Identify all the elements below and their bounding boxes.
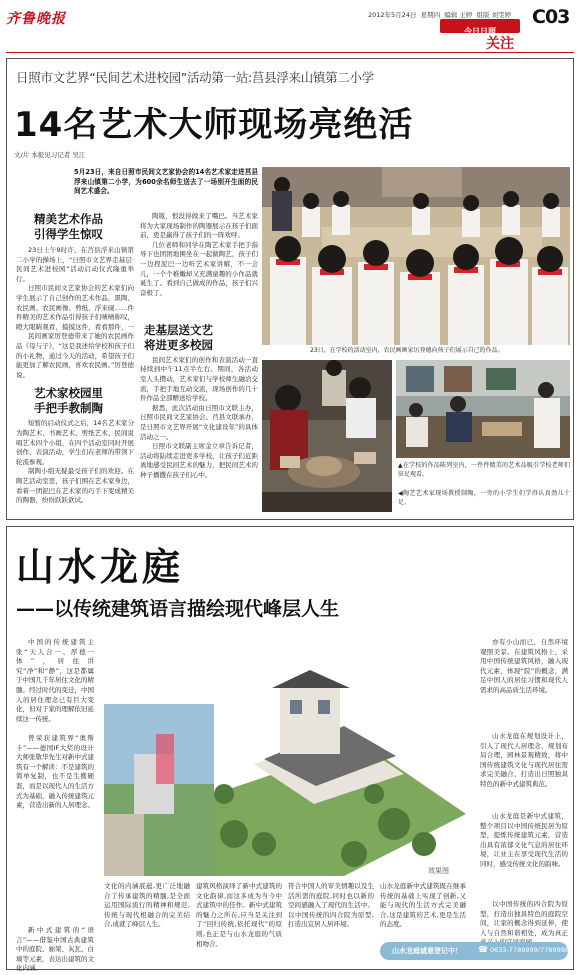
masthead-info	[368, 10, 511, 19]
photo-exhibition	[396, 360, 570, 458]
paragraph: 23日上午9时许，在莒县浮来山镇第二小学的操场上，“日照市文艺界走基层·民间艺术进校园”活动启动仪式隆重举行。	[16, 246, 134, 283]
ad-strip	[380, 942, 568, 960]
paragraph: 曾荣获建筑界“奥斯卡”——德国IF大奖的设计大师张敬华先生对新中式建筑有一个解读：不是建筑的简单复制，也不是生搬硬套，而是以现代人的生活方式为基础，融入传统建筑元素，营造出新的人居理念。	[16, 734, 94, 810]
caption-classroom: 23日，在学校的活动室内，农民画画家厉登德向孩子们展示自己的作品。	[310, 347, 504, 354]
paragraph: 陶瓶，恨没得做来了嘴巴。当艺术家将为大家现场制作的陶器展示在孩子们面前，更是赢得了孩子们的一阵欢呼。	[140, 212, 258, 240]
article1-kicker: 日照市文艺界“民间艺术进校园”活动第一站:莒县浮来山镇第二小学	[16, 70, 374, 85]
page-number: C03	[532, 6, 570, 28]
paragraph: 山水龙庭是新中式建筑，整个项目以中国传统民居为原型，提炼传统建筑元素，营造出具有浓郁文化气息的居住环境，让业主在享受现代生活的同时，感受传统文化的韵味。	[480, 812, 568, 868]
paragraph: 民间艺术家们的创作和表演活动一直持续到中午11点半左右。期间，各活动室人头攒动，艺术家们与学校师生融洽交流，手把手地互动交流，现场创作的几十件作品全部赠送给学校。	[140, 355, 258, 403]
article2-right-column	[480, 638, 568, 954]
article2-left-column	[16, 638, 94, 975]
caption-exhibition: ▲在学校的作品陈列室内，一件件精美的艺术品吸引学校老师们驻足观看。	[398, 462, 570, 478]
issue-date: 2012年5月24日	[368, 11, 417, 19]
paragraph: 中国的传统建筑主张“天人合一、厚德一体”，居住讲究“净”和“静”，这是都属于中国几千年居住文化的精髓。经过时代的变迁，中国人的居住理念已有巨大变化，但对于家的理解依旧延续这一传统。	[16, 638, 94, 723]
article1-lead: 5月23日，来自日照市民间文艺家协会的14名艺术家走进莒县浮来山镇第二小学，为600余名师生送去了一场别开生面的民间艺术盛会。	[74, 168, 258, 196]
paragraph: 短暂的启动仪式之后，14名艺术家分为陶艺术、书画艺术、剪纸艺术、民间说唱艺术四个小组，在四个活动室同时开展创作、表演活动，学生们在老师的带领下轮流参观。	[16, 419, 134, 466]
paragraph: 新中式建筑的“语言”——借鉴中国古典建筑中的庭院、廊架、灰瓦、白墙等元素，表达出建筑的文化内涵。	[16, 926, 94, 973]
paragraph: 据悉，此次活动由日照市文联主办，日照市民间文艺家协会、莒县文联承办，是日照市文艺界开展“文化建设年”的具体活动之一。	[140, 403, 258, 441]
masthead-rule	[6, 52, 574, 53]
ad-phone: 0633-7789999/7789998	[490, 946, 569, 954]
subhead-artworks: 精美艺术作品 引得学生惊叹	[34, 212, 103, 241]
section-tab	[440, 19, 520, 36]
bottom-col-2: 建筑风格演绎了新中式建筑的文化韵律,而这多成为当今中式建筑中的佳作。新中式建筑的魅力之所在,应当是关注到了“回归传统,依托现代”的原则,也正是与山水龙庭的气质相吻合。	[196, 882, 282, 948]
phone-icon: ☎	[478, 945, 488, 954]
paragraph: 几位老师和同学在陶艺术家手把手指导下也团团地围坐在一起做陶艺，孩子们一边捏泥巴一边听艺术家讲解，不一会儿，一个个稚嫩却又充满童趣的小作品就诞生了。看到自己做成的作品，孩子们兴奋极了。	[140, 240, 258, 297]
subhead-more-schools: 走基层送文艺 将进更多校园	[144, 322, 213, 352]
section-name: 今日日照	[464, 27, 496, 36]
paragraph: 日照市民间文艺家协会的艺术家们向学生展示了自己创作的艺术作品，黑陶、农民画、农民画像、剪纸、浮来砚……件件精美的艺术作品引得孩子们啧啧称叹，瞪大眼睛观看，摸摸这件，看看那件，一	[16, 284, 134, 331]
subhead-pottery: 艺术家校园里 手把手教制陶	[34, 386, 103, 416]
paragraph: 以中国传统的四合院为原型，打造出独具特色的庭院空间，让家的概念得到延伸，使人与自然和谐相处，成为真正	[480, 900, 568, 937]
article1-headline: 14名艺术大师现场亮绝活	[14, 105, 414, 145]
article2-headline: 山水龙庭	[16, 545, 185, 589]
bottom-col-3: 符合中国人的审美情趣以及生活所需的庭院,同时也以新的空间感融入了现代的生活中。以中国传统的四合院为原型,打造出宜居人居环境。	[288, 882, 374, 929]
section-subname: 关注	[486, 36, 514, 52]
col2	[140, 208, 258, 490]
paragraph: 制陶小组无疑最受孩子们的欢迎。在陶艺活动室里，孩子们围在艺术家身边，看着一团泥巴在艺术家的巧手下变成精美的陶器，纷纷跃跃欲试。	[16, 467, 134, 505]
article2-subheadline: ——以传统建筑语言描绘现代峰层人生	[16, 598, 340, 620]
paper-logo: 齐鲁晚报	[6, 11, 66, 27]
classroom-image	[262, 167, 570, 345]
col1	[16, 208, 134, 517]
editor-credit: 编辑 王婷	[444, 11, 473, 19]
ad-text: 山水龙庭诚意登记中！	[392, 947, 462, 955]
photo-classroom	[262, 167, 570, 345]
bottom-col-4: 山水龙庭新中式建筑既在继承传统的基础上实现了创新,又能与现代的生活方式完美融合,这是建筑的艺术,更是生活的态度。	[380, 882, 466, 929]
paragraph: 山水龙庭在规划设计上，引入了现代人居理念，规划布局合理，园林景观精致，将中国传统建筑文化与现代居住需求完美融合，打造出日照独具特色的新中式建筑典范。	[480, 732, 568, 788]
render-image	[104, 644, 466, 876]
article1-byline: 文/片 本报见习记者 吴江	[14, 151, 86, 159]
masthead	[0, 0, 580, 58]
photo-render	[104, 644, 466, 876]
photo-pottery	[262, 360, 392, 512]
paragraph: 亦有小山而已，自然环境观照美景。在建筑风格上，采用中国传统建筑风格，融入现代元素，体现“院”的概念，满足中国人的居住习惯和现代人需求的高品质生活环境。	[480, 638, 568, 694]
bottom-col-1: 文化的内涵底蕴,更广泛地融合了传承建筑的精髓,是全面运用国际流行的精神和规范,传统与现代相融合的完美结合,成就了峰层人生。	[104, 882, 190, 929]
exhibition-image	[396, 360, 570, 458]
paragraph: 日照市文联副主席金立章告诉记者，活动将陆续走进更多学校，让孩子们近距离地感受民间艺术的魅力，把民间艺术的种子播撒在孩子们心中。	[140, 442, 258, 479]
render-label: 效果图	[428, 867, 449, 875]
caption-pottery: ◀陶艺艺术家现场教授制陶，一旁的小学生们学得认真劲儿十足。	[398, 490, 570, 506]
paragraph: 民间画家厉登德带来了她的农民画作品《母与子》，“这是我述给学校和孩子们的小礼物，通过今天的活动，希望孩子们能更加了解农民画，喜欢农民画。”厉登德说。	[16, 332, 134, 379]
designer-credit: 组版 刘雯婷	[476, 11, 512, 19]
issue-weekday: 星期四	[420, 11, 441, 19]
pottery-image	[262, 360, 392, 512]
